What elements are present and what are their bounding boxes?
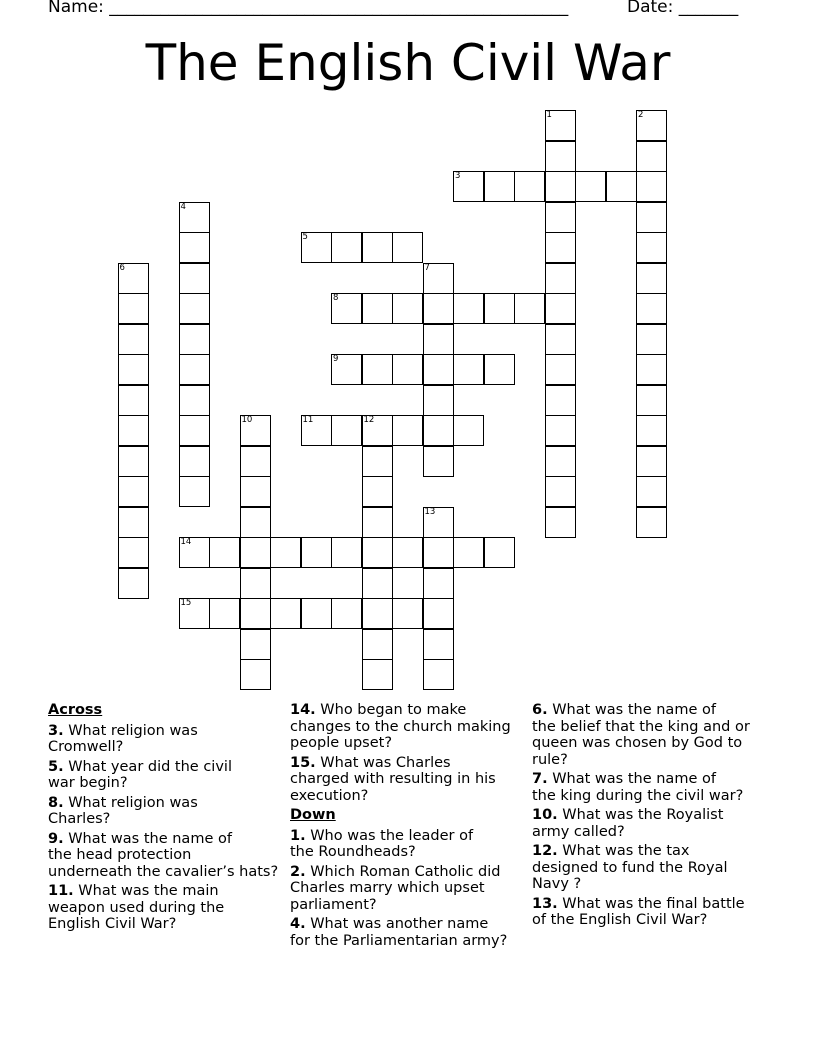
grid-cell[interactable] [118,293,149,324]
clue-number: 5 [302,232,308,242]
grid-cell[interactable] [484,354,515,385]
page-title: The English Civil War [145,34,671,92]
grid-cell[interactable] [423,324,454,355]
clue-number: 15 [180,598,192,608]
clues-column-1 [48,702,288,936]
clue [532,843,772,893]
grid-cell[interactable] [362,537,393,568]
grid-cell[interactable] [423,568,454,599]
clue [532,771,772,804]
grid-cell[interactable] [453,537,484,568]
grid-cell[interactable] [392,598,423,629]
clue [48,795,288,828]
grid-cell[interactable] [362,568,393,599]
clue-number: 3 [455,171,461,181]
grid-cell[interactable] [545,293,576,324]
clue [532,702,772,768]
clue [290,916,530,949]
grid-cell[interactable] [179,354,210,385]
clue-number-label: 9. [48,830,64,847]
grid-cell[interactable] [545,232,576,263]
clue-number: 14 [180,537,192,547]
grid-cell[interactable] [423,659,454,690]
grid-cell[interactable] [423,293,454,324]
clue [532,896,772,929]
grid-cell[interactable] [118,385,149,416]
grid-cell[interactable] [636,476,667,507]
grid-cell[interactable] [179,293,210,324]
grid-cell[interactable] [118,446,149,477]
name-field-label: Name: ______________________________________________________ [48,0,569,17]
grid-cell[interactable] [514,293,545,324]
grid-cell[interactable] [606,171,637,202]
down-clue-list-continued [532,702,772,929]
clues-column-2 [290,702,530,952]
clue-text: Who was the leader of the Roundheads? [290,827,474,860]
clue-text: What was the main weapon used during the English Civil War? [48,883,225,932]
grid-cell[interactable] [545,171,576,202]
down-clue-list [290,828,530,950]
clue-number-label: 12. [532,843,558,859]
grid-cell[interactable] [240,415,271,446]
clue-number-label: 13. [532,895,558,912]
grid-cell[interactable] [636,415,667,446]
clue-text: What was the final battle of the English Civil War? [532,895,745,928]
grid-cell[interactable] [179,537,210,568]
clue [532,807,772,840]
grid-cell[interactable] [545,324,576,355]
clue-number-label: 5. [48,758,64,775]
clue-number: 11 [302,415,314,425]
grid-cell[interactable] [453,354,484,385]
grid-cell[interactable] [545,110,576,141]
grid-cell[interactable] [179,446,210,477]
clue-number: 10 [241,415,253,425]
clue-text: What religion was Cromwell? [48,722,198,755]
grid-cell[interactable] [301,232,332,263]
grid-cell[interactable] [362,415,393,446]
grid-cell[interactable] [392,354,423,385]
grid-cell[interactable] [423,629,454,660]
clue-number: 1 [546,110,552,120]
clue [290,755,530,805]
grid-cell[interactable] [636,263,667,294]
grid-cell[interactable] [423,263,454,294]
grid-cell[interactable] [118,354,149,385]
grid-cell[interactable] [179,415,210,446]
clue [290,864,530,914]
grid-cell[interactable] [423,598,454,629]
grid-cell[interactable] [301,537,332,568]
grid-cell[interactable] [423,415,454,446]
grid-cell[interactable] [240,537,271,568]
clue-text: What year did the civil war begin? [48,758,232,791]
grid-cell[interactable] [545,385,576,416]
grid-cell[interactable] [423,446,454,477]
grid-cell[interactable] [270,598,301,629]
grid-cell[interactable] [636,293,667,324]
grid-cell[interactable] [118,324,149,355]
grid-cell[interactable] [331,537,362,568]
grid-cell[interactable] [118,568,149,599]
grid-cell[interactable] [636,507,667,538]
grid-cell[interactable] [240,568,271,599]
grid-cell[interactable] [331,598,362,629]
grid-cell[interactable] [118,537,149,568]
clue [290,702,530,752]
grid-cell[interactable] [270,537,301,568]
clue-text: Who began to make changes to the church making people upset? [290,702,511,751]
grid-cell[interactable] [179,324,210,355]
clue-number-label: 14. [290,702,316,718]
grid-cell[interactable] [240,598,271,629]
grid-cell[interactable] [118,415,149,446]
grid-cell[interactable] [331,354,362,385]
grid-cell[interactable] [179,476,210,507]
grid-cell[interactable] [179,232,210,263]
grid-cell[interactable] [545,263,576,294]
grid-cell[interactable] [362,507,393,538]
grid-cell[interactable] [514,171,545,202]
clue-number-label: 10. [532,807,558,823]
date-field-label: Date: _______ [627,0,739,17]
grid-cell[interactable] [484,171,515,202]
grid-cell[interactable] [423,354,454,385]
grid-cell[interactable] [392,232,423,263]
clue-number-label: 2. [290,863,306,880]
clue-number: 12 [363,415,375,425]
grid-cell[interactable] [636,202,667,233]
grid-cell[interactable] [331,293,362,324]
clue-number-label: 6. [532,702,548,718]
grid-cell[interactable] [636,354,667,385]
grid-cell[interactable] [118,507,149,538]
grid-cell[interactable] [545,141,576,172]
grid-cell[interactable] [362,629,393,660]
clue-number: 8 [333,293,339,303]
across-clue-list [48,723,288,933]
grid-cell[interactable] [392,415,423,446]
clue-number-label: 11. [48,883,74,899]
clue [48,883,288,933]
grid-cell[interactable] [362,598,393,629]
grid-cell[interactable] [453,415,484,446]
grid-cell[interactable] [423,537,454,568]
grid-cell[interactable] [636,324,667,355]
clue-text: What religion was Charles? [48,794,198,827]
clue-number-label: 8. [48,794,64,811]
clue-number-label: 4. [290,916,306,932]
grid-cell[interactable] [362,232,393,263]
grid-cell[interactable] [118,263,149,294]
clue-number-label: 15. [290,754,316,771]
clue [48,759,288,792]
grid-cell[interactable] [636,385,667,416]
grid-cell[interactable] [636,232,667,263]
grid-cell[interactable] [179,202,210,233]
grid-cell[interactable] [362,354,393,385]
clue-text: Which Roman Catholic did Charles marry which upset parliament? [290,863,501,913]
clue-number: 9 [333,354,339,364]
grid-cell[interactable] [240,507,271,538]
grid-cell[interactable] [575,171,606,202]
grid-cell[interactable] [240,629,271,660]
grid-cell[interactable] [484,537,515,568]
grid-cell[interactable] [301,598,332,629]
across-clue-list-continued [290,702,530,804]
grid-cell[interactable] [392,293,423,324]
across-heading: Across [48,702,103,718]
grid-cell[interactable] [545,202,576,233]
grid-cell[interactable] [636,171,667,202]
grid-cell[interactable] [545,354,576,385]
clue-text: What was the tax designed to fund the Royal Navy ? [532,843,728,892]
grid-cell[interactable] [179,598,210,629]
grid-cell[interactable] [179,263,210,294]
grid-cell[interactable] [636,110,667,141]
grid-cell[interactable] [545,476,576,507]
clue-number-label: 7. [532,771,548,787]
clue-number: 7 [424,262,430,273]
grid-cell[interactable] [453,171,484,202]
grid-cell[interactable] [484,293,515,324]
grid-cell[interactable] [362,476,393,507]
grid-cell[interactable] [453,293,484,324]
clue [48,723,288,756]
clue-text: What was Charles charged with resulting in his execution? [290,754,496,804]
clue [48,831,288,881]
grid-cell[interactable] [545,415,576,446]
grid-cell[interactable] [209,598,240,629]
grid-cell[interactable] [240,446,271,477]
clue-text: What was another name for the Parliamentarian army? [290,916,508,949]
grid-cell[interactable] [423,507,454,538]
clue-text: What was the name of the king during the civil war? [532,771,744,804]
grid-cell[interactable] [301,415,332,446]
clue-number-label: 1. [290,827,306,844]
grid-cell[interactable] [240,476,271,507]
clue-number-label: 3. [48,722,64,739]
clue-number: 4 [180,201,186,212]
grid-cell[interactable] [636,141,667,172]
grid-cell[interactable] [545,507,576,538]
grid-cell[interactable] [545,446,576,477]
grid-cell[interactable] [331,415,362,446]
grid-cell[interactable] [209,537,240,568]
grid-cell[interactable] [423,385,454,416]
clues-column-3 [532,702,772,932]
clue [290,828,530,861]
grid-cell[interactable] [392,537,423,568]
grid-cell[interactable] [240,659,271,690]
grid-cell[interactable] [179,385,210,416]
clue-number: 13 [424,506,436,517]
grid-cell[interactable] [636,446,667,477]
clue-number: 6 [119,262,125,273]
clue-number: 2 [638,110,644,120]
clue-text: What was the name of the head protection underneath the cavalier’s hats? [48,830,279,880]
clue-text: What was the name of the belief that the king and or queen was chosen by God to rule? [532,702,750,768]
grid-cell[interactable] [362,659,393,690]
grid-cell[interactable] [331,232,362,263]
down-heading: Down [290,807,336,823]
grid-cell[interactable] [118,476,149,507]
clue-text: What was the Royalist army called? [532,807,724,840]
grid-cell[interactable] [362,446,393,477]
grid-cell[interactable] [362,293,393,324]
